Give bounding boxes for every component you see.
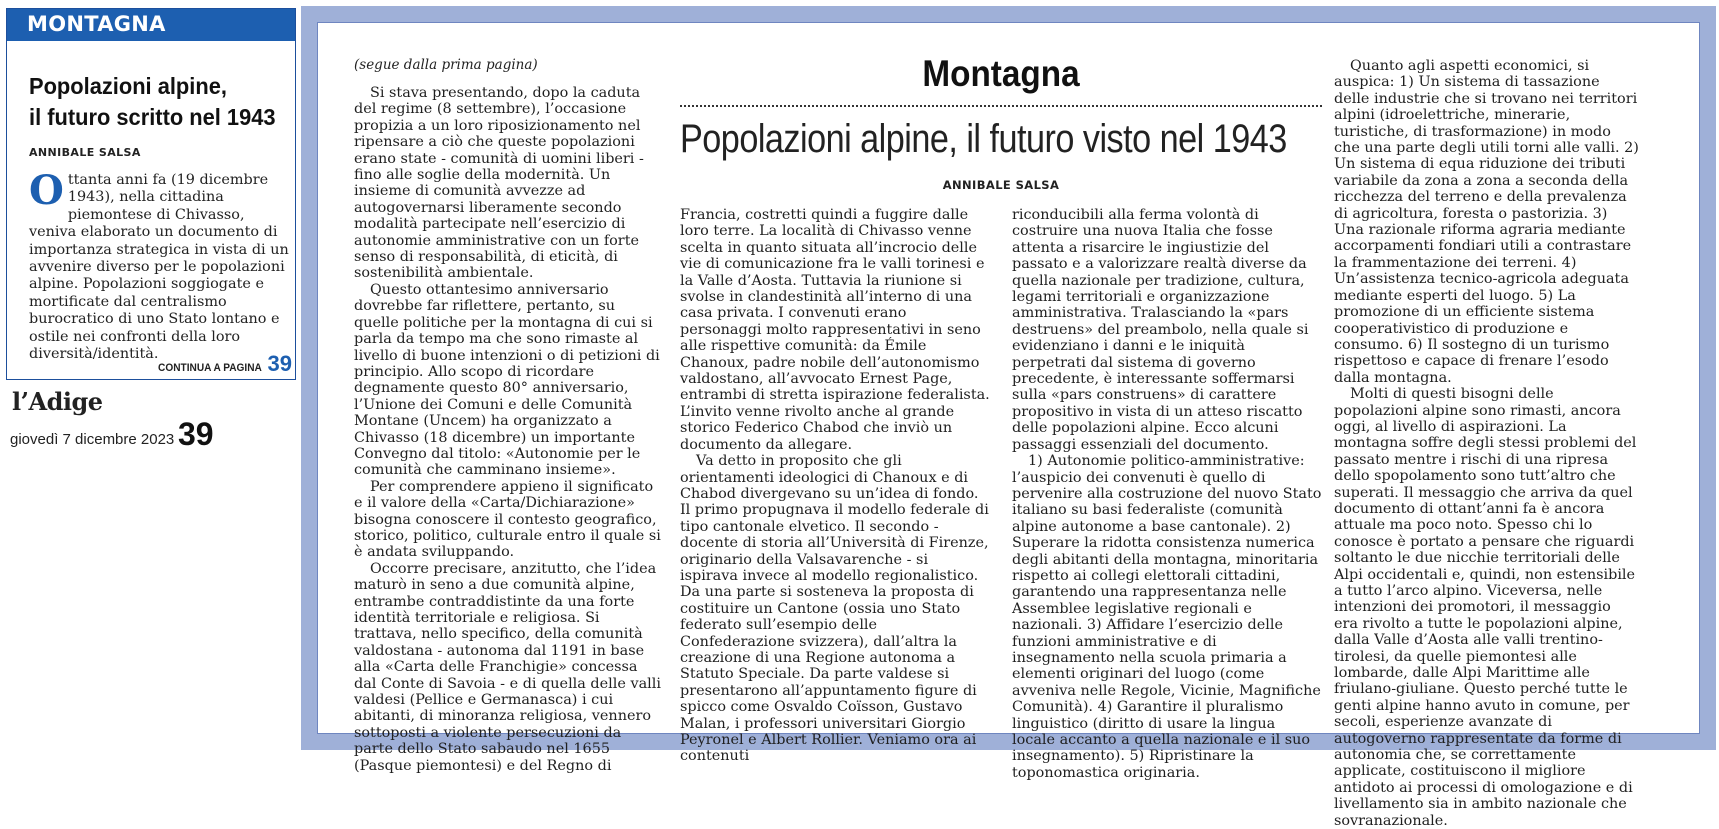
article-page (317, 22, 1700, 829)
page-number: 39 (178, 416, 214, 452)
paragraph: 1) Autonomie politico-amministrative: l’auspicio dei convenuti è quello di pervenire alla costruzione del nuovo Stato italiano su basi federaliste (comunità alpine autonome a base cantonale). 2) Superare la ridotta consistenza numerica degli abitanti della montagna, minoritaria rispetto ai collegi elettorali cittadini, garantendo una rappresentanza nelle Assemblee legislative regionali e nazionali. 3) Affidare l’esercizio delle funzioni amministrative e di insegnamento nella scuola primaria a elementi originari del luogo (come avveniva nelle Regole, Vicinie, Magnifiche Comunità). 4) Garantire il pluralismo linguistico (diritto di usare la lingua locale accanto a quella nazionale e il suo insegnamento). 5) Ripristinare la toponomastica originaria. (1012, 453, 1322, 781)
article-column-3 (1012, 207, 1322, 781)
paragraph: Molti di questi bisogni delle popolazioni alpine sono rimasti, ancora oggi, al livello di aspirazioni. La montagna soffre degli stessi problemi del passato mentre i rischi di una ripresa dello spopolamento sono tutt’altro che superati. Il messaggio che arriva da quel documento di ottant’anni fa è ancora attuale ma poco noto. Spesso chi lo conosce è portato a pensare che riguardi soltanto le due nicchie territoriali delle Alpi occidentali e, quindi, non estensibile a tutto l’arco alpino. Viceversa, nelle intenzioni dei promotori, il messaggio era rivolto a tutte le popolazioni alpine, dalla Valle d’Aosta alle valli trentino-tirolesi, da quelle piemontesi alle lombarde, dalle Alpi Marittime alle friulano-giuliane. Questo perché tutte le genti alpine hanno avuto in comune, per secoli, esperienze avanzate di autogoverno rappresentate da forme di autonomia che, se correttamente applicate, costituiscono il migliore antidoto ai processi di omologazione e di livellamento sia in ambito nazionale che sovranazionale. (1334, 386, 1637, 829)
teaser-headline (29, 71, 276, 133)
teaser-section-label: MONTAGNA (7, 9, 295, 41)
teaser-headline-line1: Popolazioni alpine, (29, 73, 227, 99)
paragraph: Va detto in proposito che gli orientamenti ideologici di Chanoux e di Chabod divergevano su un’idea di fondo. Il primo propugnava il modello federale di tipo cantonale elvetico. Il secondo - docente di storia all’Università di Firenze, originario della Valsavarenche - si ispirava invece al modello regionalistico. Da una parte si sosteneva la proposta di costituire un Cantone (ossia uno Stato federato sull’esempio delle Confederazione svizzera), dall’altra la creazione di una Regione autonoma a Statuto Speciale. Da parte valdese si presentarono all’appuntamento figure di spicco come Osvaldo Coïsson, Gustavo Malan, i professori universitari Giorgio Peyronel e Albert Rollier. Veniamo ora ai contenuti (680, 453, 989, 765)
paragraph: riconducibili alla ferma volontà di costruire una nuova Italia che fosse attenta a risarcire le ingiustizie del passato e a valorizzare realtà diverse da quella nazionale per tradizione, cultura, legami territoriali e organizzazione amministrativa. Tralasciando la «pars destruens» del preambolo, nella quale si evidenziano i danni e le iniquità perpetrati dal sistema di governo precedente, è interessante soffermarsi sulla «pars construens» di carattere propositivo in vista di un atteso riscatto delle popolazioni alpine. Ecco alcuni passaggi essenziali del documento. (1012, 207, 1309, 453)
continued-note: (segue dalla prima pagina) (354, 57, 538, 73)
section-divider (680, 105, 1322, 107)
teaser-body-text: ttanta anni fa (19 dicembre 1943), nella cittadina piemontese di Chivasso, veniva elaborato un documento di importanza strategica in vista di un avvenire diverso per le popolazioni alpine. Popolazioni soggiogate e mortificate dal centralismo burocratico di uno Stato lontano e ostile nei confronti della loro diversità/identità. (29, 172, 289, 363)
paragraph: Si stava presentando, dopo la caduta del regime (8 settembre), l’occasione propizia a un loro riposizionamento nel ripensare a ciò che queste popolazioni erano state - comunità di uomini liberi - fino alle soglie della modernità. Un insieme di comunità avvezze ad autogovernarsi liberamente secondo modalità partecipate nell’esercizio di autonomie amministrative con un forte senso di responsabilità, di eticità, di sostenibilità ambientale. (354, 85, 644, 282)
paragraph: Quanto agli aspetti economici, si auspica: 1) Un sistema di tassazione delle industrie che si trovano nei territori alpini (idroelettriche, minerarie, turistiche, di trasformazione) in modo che una parte degli utili torni alle valli. 2) Un sistema di equa riduzione dei tributi variabile da zona a zona a seconda della ricchezza del terreno e della prevalenza di agricoltura, foresta o pastorizia. 3) Una razionale riforma agraria mediante accorpamenti fondiari utili a contrastare la frammentazione dei terreni. 4) Un’assistenza tecnico-agricola adeguata mediante esperti del luogo. 5) La promozione di un efficiente sistema cooperativistico di produzione e consumo. 6) Il sostegno di un turismo rispettoso e capace di frenare l’esodo dalla montagna. (1334, 58, 1639, 386)
article-frame (301, 6, 1716, 829)
paragraph: Per comprendere appieno il significato e il valore della «Carta/Dichiarazione» bisogna conoscere il contesto geografico, storico, politico, culturale entro il quale si è andata sviluppando. (354, 478, 661, 561)
section-heading: Montagna (922, 53, 1080, 94)
article-headline: Popolazioni alpine, il futuro visto nel 1943 (680, 117, 1287, 161)
teaser-body (29, 167, 291, 363)
paragraph: Occorre precisare, anzitutto, che l’idea maturò in seno a due comunità alpine, entrambe contraddistinte da una forte identità territoriale e religiosa. Si trattava, nello specifico, della comunità valdostana - autonoma dal 1191 in base alla «Carta delle Franchigie» concessa dal Conte di Savoia - e di quella delle valli valdesi (Pellice e Germanasca) i cui abitanti, di minoranza religiosa, vennero sottoposti a violente persecuzioni da parte dello Stato sabaudo nel 1655 (Pasque piemontesi) e del Regno di (354, 560, 661, 774)
paragraph: Francia, costretti quindi a fuggire dalle loro terre. La località di Chivasso venne scelta in quanto situata all’incrocio delle vie di comunicazione fra le valli torinesi e la Valle d’Aosta. Tuttavia la riunione si svolse in clandestinità all’interno di una casa privata. I convenuti erano personaggi molto rappresentativi in seno alle rispettive comunità: da Émile Chanoux, padre nobile dell’autonomismo valdostano, all’avvocato Ernest Page, entrambi di stretta ispirazione federalista. L’invito venne rivolto anche al grande storico Federico Chabod che inviò un documento da allegare. (680, 207, 990, 453)
teaser-headline-line2: il futuro scritto nel 1943 (29, 104, 276, 130)
newspaper-masthead: l’Adige (12, 387, 103, 416)
article-column-2 (680, 207, 990, 765)
teaser-author: ANNIBALE SALSA (29, 146, 141, 159)
article-column-4 (1334, 58, 1639, 829)
article-column-1 (354, 85, 664, 774)
paragraph: Questo ottantesimo anniversario dovrebbe far riflettere, pertanto, su quelle politiche per la montagna di cui si parla da tempo ma che sono rimaste al livello di buone intenzioni o di petizioni di principio. Allo scopo di ricordare degnamente questo 80° anniversario, l’Unione dei Comuni e delle Comunità Montane (Uncem) ha organizzato a Chivasso (18 dicembre) un importante Convegno dal titolo: «Autonomie per le comunità che camminano insieme». (354, 281, 660, 479)
teaser-continue-page: 39 (267, 351, 292, 376)
teaser-continue-label: CONTINUA A PAGINA (157, 362, 262, 374)
teaser-dropcap: O (29, 167, 64, 214)
teaser-continue (149, 351, 292, 377)
issue-date: giovedì 7 dicembre 2023 (10, 431, 175, 448)
article-author: ANNIBALE SALSA (942, 178, 1060, 192)
front-page-teaser (6, 8, 296, 380)
